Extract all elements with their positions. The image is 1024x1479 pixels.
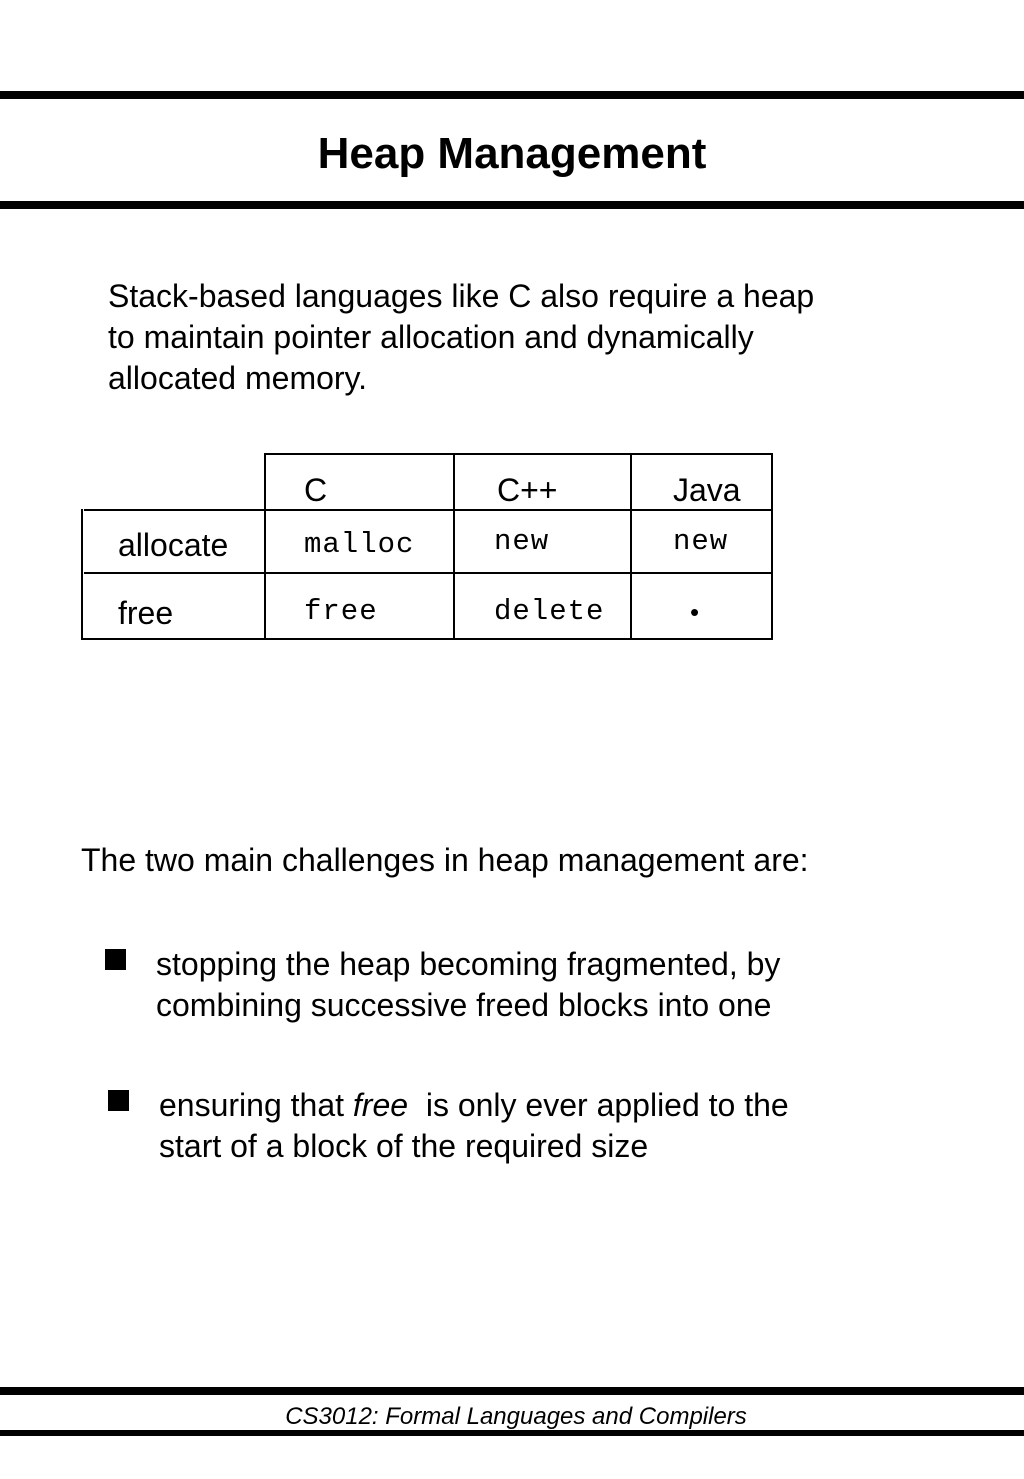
intro-line: to maintain pointer allocation and dynamically [108,319,754,355]
intro-line: Stack-based languages like C also require a heap [108,278,815,314]
table-cell: new [494,525,550,558]
intro-paragraph [108,276,908,399]
table-header-c: C [304,472,328,508]
bullet-line: start of a block of the required size [159,1128,649,1164]
challenges-heading: The two main challenges in heap management are: [81,842,809,878]
bullet-line-text: ensuring that [159,1087,353,1123]
table-cell: free [304,595,378,628]
table-border [84,509,773,511]
footer-course-title: CS3012: Formal Languages and Compilers [285,1403,747,1430]
bullet-square-icon [105,949,126,970]
table-border [264,453,266,640]
bullet-line-emphasis: free [352,1087,409,1123]
slide-title: Heap Management [317,129,707,178]
table-border [771,453,773,640]
header-bottom-rule [0,201,1024,209]
table-row-label: free [118,595,174,631]
table-border [630,453,632,640]
table-cell: malloc [304,528,415,561]
table-cell: new [673,525,729,558]
bullet-line: combining successive freed blocks into one [156,987,772,1023]
bullet-line-text: is only ever applied to the [408,1087,789,1123]
footer-top-rule [0,1387,1024,1395]
table-cell: delete [494,595,605,628]
table-border [82,638,773,640]
header-top-rule [0,91,1024,99]
table-header-cpp: C++ [497,472,558,508]
table-header-java: Java [673,472,741,508]
bullet-square-icon [108,1090,129,1111]
footer-bottom-rule [0,1430,1024,1436]
table-cell: • [690,597,700,627]
table-border [84,572,773,574]
bullet-line: stopping the heap becoming fragmented, by [156,946,781,982]
table-border [264,453,773,455]
intro-line: allocated memory. [108,360,368,396]
table-border [81,509,83,640]
table-border [453,453,455,640]
bullet-item [156,944,780,1026]
table-row-label: allocate [118,527,229,563]
bullet-item [159,1085,789,1167]
